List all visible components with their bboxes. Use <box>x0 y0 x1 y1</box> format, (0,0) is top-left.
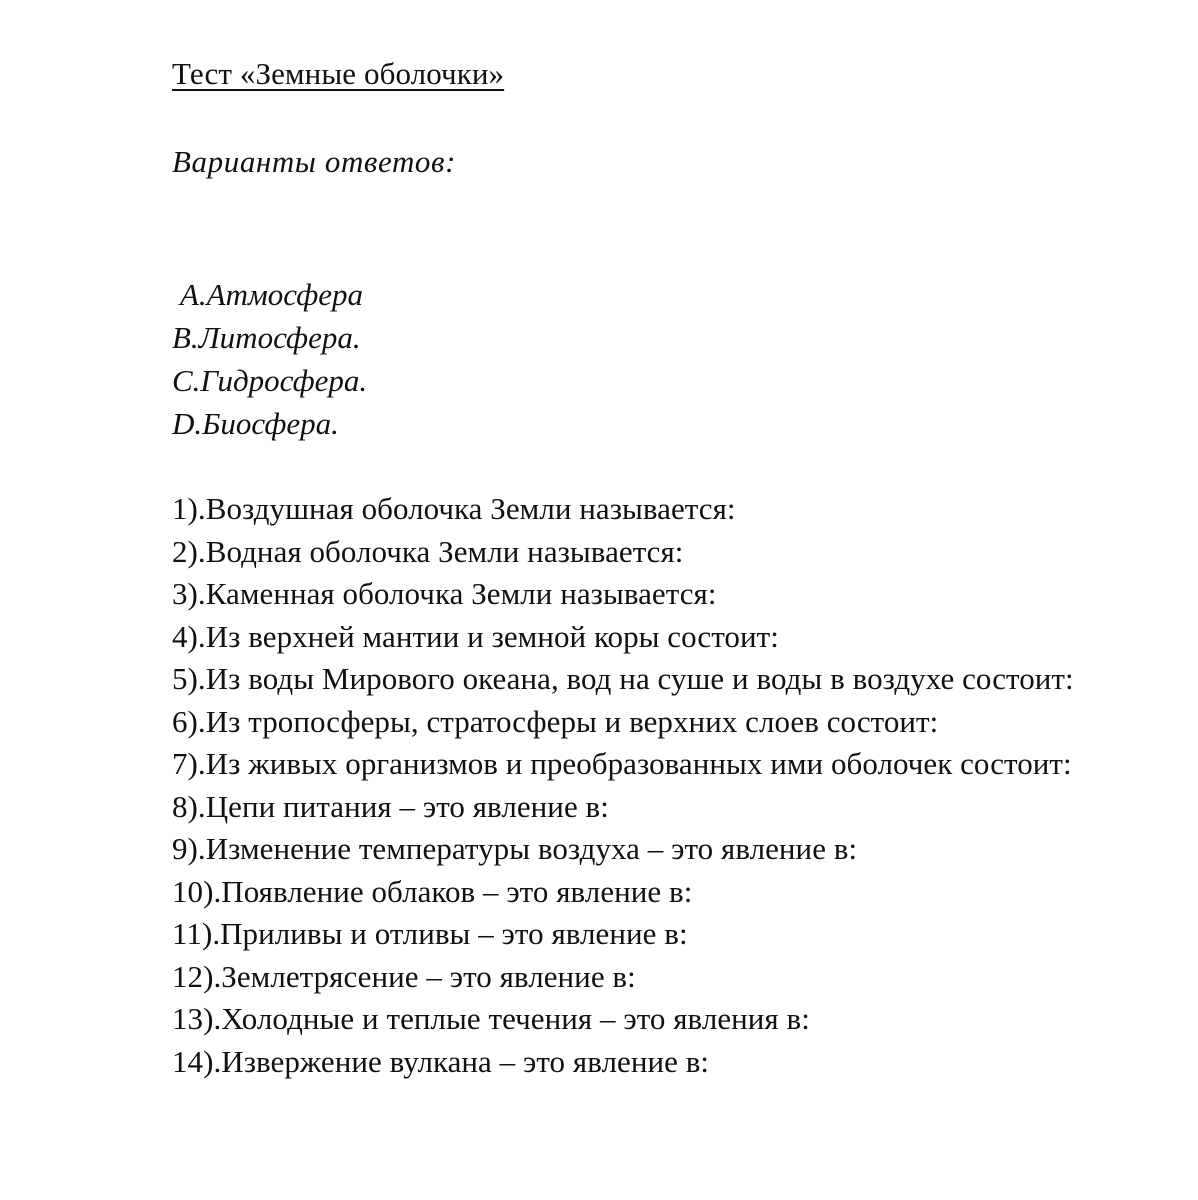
answer-options-list <box>172 273 367 445</box>
document-title: Тест «Земные оболочки» <box>172 56 505 91</box>
question-item: 7).Из живых организмов и преобразованных ими оболочек состоит: <box>172 746 1072 781</box>
answer-options-heading: Варианты ответов: <box>172 144 457 179</box>
question-item: 5).Из воды Мирового океана, вод на суше и воды в воздухе состоит: <box>172 661 1074 696</box>
question-item: 11).Приливы и отливы – это явление в: <box>172 916 688 951</box>
answer-option: А.Атмосфера <box>180 277 364 312</box>
question-item: 12).Землетрясение – это явление в: <box>172 958 636 994</box>
question-item: 14).Извержение вулкана – это явление в: <box>172 1043 710 1079</box>
question-item: 8).Цепи питания – это явление в: <box>172 788 609 824</box>
answer-option: В.Литосфера. <box>172 320 361 355</box>
question-item: 13).Холодные и теплые течения – это явления в: <box>172 1001 810 1036</box>
question-item: 2).Водная оболочка Земли называется: <box>172 533 684 569</box>
question-item: 1).Воздушная оболочка Земли называется: <box>172 491 736 526</box>
answer-option: С.Гидросфера. <box>172 363 368 398</box>
document-page <box>172 50 1132 1079</box>
questions-list <box>172 488 1112 1083</box>
question-item: 9).Изменение температуры воздуха – это явление в: <box>172 831 858 866</box>
question-item: 6).Из тропосферы, стратосферы и верхних слоев состоит: <box>172 703 939 739</box>
question-item: 4).Из верхней мантии и земной коры состоит: <box>172 618 779 654</box>
question-item: 10).Появление облаков – это явление в: <box>172 873 693 909</box>
answer-option: D.Биосфера. <box>172 406 339 441</box>
question-item: 3).Каменная оболочка Земли называется: <box>172 576 717 611</box>
